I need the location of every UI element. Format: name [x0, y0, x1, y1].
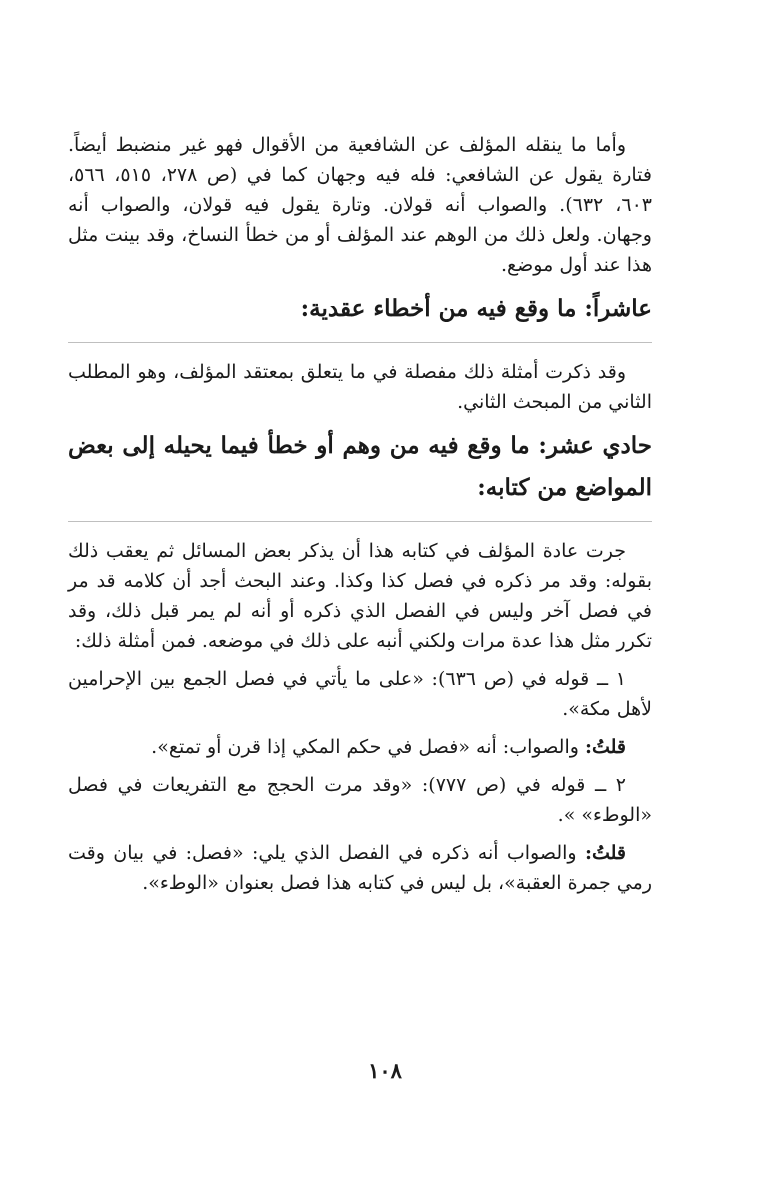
page-body	[68, 130, 652, 906]
divider	[68, 521, 652, 522]
paragraph-doctrinal-errors: وقد ذكرت أمثلة ذلك مفصلة في ما يتعلق بمعتقد المؤلف، وهو المطلب الثاني من المبحث الثاني.	[68, 361, 652, 413]
page-number: ١٠٨	[368, 1058, 402, 1083]
heading-tenth: عاشراً: ما وقع فيه من أخطاء عقدية:	[300, 295, 652, 322]
example-1: ١ ــ قوله في (ص ٦٣٦): «على ما يأتي في فصل الجمع بين الإحرامين لأهل مكة».	[68, 668, 652, 720]
heading-eleventh: حادي عشر: ما وقع فيه من وهم أو خطأ فيما يحيله إلى بعض المواضع من كتابه:	[68, 432, 652, 501]
note-2	[68, 838, 652, 898]
note-2-text: والصواب أنه ذكره في الفصل الذي يلي: «فصل: في بيان وقت رمي جمرة العقبة»، بل ليس في كتابه هذا فصل بعنوان «الوطء».	[68, 842, 652, 894]
note-1	[68, 732, 652, 762]
example-2: ٢ ــ قوله في (ص ٧٧٧): «وقد مرت الحجج مع التفريعات في فصل «الوطء» ».	[68, 774, 652, 826]
note-1-lead: قلتُ:	[584, 736, 626, 758]
divider	[68, 342, 652, 343]
note-1-text: والصواب: أنه «فصل في حكم المكي إذا قرن أو تمتع».	[151, 736, 585, 758]
paragraph-shafii-views: وأما ما ينقله المؤلف عن الشافعية من الأقوال فهو غير منضبط أيضاً. فتارة يقول عن الشافعي: فله فيه وجهان كما في (ص ٢٧٨، ٥١٥، ٥٦٦، ٦٠٣، ٦٣٢). والصواب أنه قولان. وتارة يقول فيه قولان، والصواب أنه وجهان. ولعل ذلك من الوهم عند المؤلف أو من خطأ النساخ، وقد بينت مثل هذا عند أول موضع.	[68, 134, 653, 276]
paragraph-cross-references: جرت عادة المؤلف في كتابه هذا أن يذكر بعض المسائل ثم يعقب ذلك بقوله: وقد مر ذكره في فصل كذا وكذا. وعند البحث أجد أن كلامه قد مر في فصل آخر وليس في الفصل الذي ذكره أو أنه لم يمر قبل ذلك، وقد تكرر مثل هذا عدة مرات ولكني أنبه على ذلك في موضعه. فمن أمثلة ذلك:	[68, 540, 652, 652]
note-2-lead: قلتُ:	[584, 842, 626, 864]
